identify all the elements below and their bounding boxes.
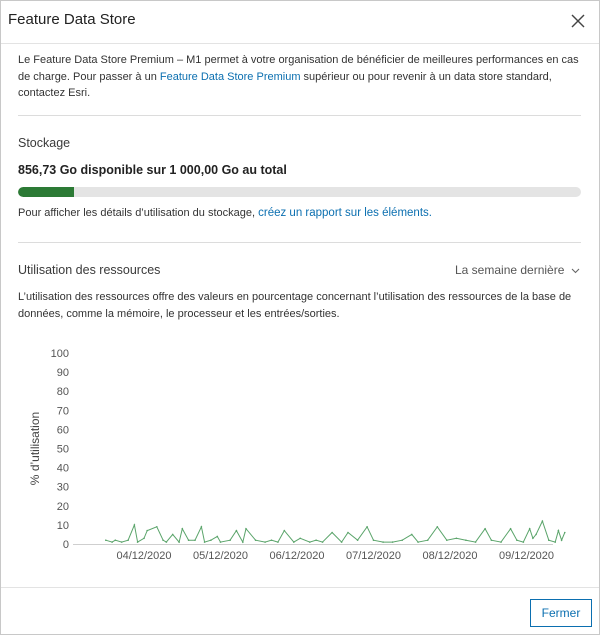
data-point <box>156 526 158 528</box>
data-point <box>309 541 311 543</box>
data-point <box>299 538 301 540</box>
data-point <box>564 532 566 534</box>
data-point <box>277 541 279 543</box>
data-point <box>217 536 219 538</box>
x-tick-label: 07/12/2020 <box>345 550 402 562</box>
usage-series-line <box>106 521 565 542</box>
y-tick-label: 0 <box>62 539 69 551</box>
divider <box>18 242 581 243</box>
x-tick-label: 09/12/2020 <box>498 550 555 562</box>
data-point <box>542 520 544 522</box>
data-point <box>105 539 107 541</box>
data-point <box>178 541 180 543</box>
data-point <box>331 532 333 534</box>
storage-note <box>18 207 432 219</box>
y-tick-label: 100 <box>50 348 69 360</box>
data-point <box>111 541 113 543</box>
dialog-title: Feature Data Store <box>8 11 136 28</box>
data-point <box>347 532 349 534</box>
intro-text-after: supérieur ou pour revenir à un data store standard, contactez Esri. <box>18 70 552 99</box>
y-tick-label: 90 <box>56 367 69 380</box>
intro-text-before: Le Feature Data Store Premium – M1 permet à votre organisation de bénéficier de meilleures performances en cas de charge. Pour passer à un <box>18 54 579 83</box>
data-point <box>437 526 439 528</box>
premium-link[interactable]: Feature Data Store Premium <box>159 70 301 83</box>
y-tick-label: 70 <box>56 405 69 418</box>
y-tick-label: 80 <box>56 386 69 399</box>
usage-description: L’utilisation des ressources offre des valeurs en pourcentage concernant l’utilisation des ressources de la base de données, comme la mémoire, le processeur et les entrées/sorties. <box>18 291 572 320</box>
x-tick-label: 05/12/2020 <box>192 550 249 562</box>
data-point <box>134 524 136 526</box>
x-tick-label: 06/12/2020 <box>269 550 325 562</box>
data-point <box>245 528 247 530</box>
y-tick-label: 60 <box>56 424 69 437</box>
data-point <box>523 541 525 543</box>
data-point <box>182 528 184 530</box>
data-point <box>194 539 196 541</box>
data-point <box>484 528 486 530</box>
data-point <box>373 539 375 541</box>
data-point <box>401 539 403 541</box>
storage-progress-fill <box>18 187 74 197</box>
data-point <box>143 538 145 540</box>
data-point <box>535 534 537 536</box>
data-point <box>121 541 123 543</box>
data-point <box>427 539 429 541</box>
data-point <box>417 541 419 543</box>
data-point <box>561 539 563 541</box>
data-point <box>166 541 168 543</box>
data-point <box>220 541 222 543</box>
data-point <box>264 541 266 543</box>
y-tick-label: 50 <box>56 443 69 456</box>
data-point <box>204 541 206 543</box>
data-point <box>446 539 448 541</box>
x-tick-label: 04/12/2020 <box>116 550 172 562</box>
storage-progress-bar <box>18 187 581 197</box>
data-point <box>357 539 359 541</box>
data-point <box>465 539 467 541</box>
y-tick-label: 40 <box>56 462 69 475</box>
time-range-dropdown[interactable] <box>455 263 580 277</box>
data-point <box>201 526 203 528</box>
data-point <box>255 539 257 541</box>
data-point <box>271 539 273 541</box>
data-point <box>554 541 556 543</box>
intro-paragraph <box>18 52 584 102</box>
data-point <box>411 534 413 536</box>
y-axis-label: % d’utilisation <box>28 411 42 486</box>
divider <box>18 115 581 116</box>
data-point <box>366 526 368 528</box>
data-point <box>532 538 534 540</box>
data-point <box>322 541 324 543</box>
storage-note-text: Pour afficher les détails d’utilisation du stockage, <box>18 207 259 219</box>
create-report-link[interactable]: créez un rapport sur les éléments. <box>258 207 432 219</box>
data-point <box>229 539 231 541</box>
data-point <box>516 539 518 541</box>
data-point <box>284 530 286 532</box>
y-tick-label: 30 <box>56 481 69 494</box>
close-button[interactable]: Fermer <box>530 599 592 627</box>
y-tick-label: 20 <box>56 500 69 513</box>
data-point <box>146 530 148 532</box>
usage-section-title: Utilisation des ressources <box>18 263 161 277</box>
storage-section-title: Stockage <box>18 136 71 150</box>
dialog-footer <box>1 587 599 635</box>
data-point <box>382 541 384 543</box>
data-point <box>172 534 174 536</box>
data-point <box>392 541 394 543</box>
data-point <box>558 530 560 532</box>
data-point <box>293 541 295 543</box>
data-point <box>315 539 317 541</box>
data-point <box>456 538 458 540</box>
data-point <box>162 539 164 541</box>
dialog-header <box>1 1 599 44</box>
data-point <box>242 541 244 543</box>
chevron-down-icon <box>571 268 580 274</box>
data-point <box>210 539 212 541</box>
data-point <box>491 539 493 541</box>
data-point <box>475 541 477 543</box>
usage-chart <box>1 336 599 571</box>
data-point <box>115 539 117 541</box>
data-point <box>510 528 512 530</box>
y-tick-label: 10 <box>56 519 69 532</box>
data-point <box>127 539 129 541</box>
data-point <box>548 539 550 541</box>
storage-amount: 856,73 Go disponible sur 1 000,00 Go au total <box>18 163 287 177</box>
close-icon[interactable] <box>567 10 589 32</box>
data-point <box>529 528 531 530</box>
x-tick-label: 08/12/2020 <box>422 550 478 562</box>
data-point <box>137 541 139 543</box>
data-point <box>188 539 190 541</box>
data-point <box>341 541 343 543</box>
data-point <box>500 541 502 543</box>
time-range-label: La semaine dernière <box>455 263 565 277</box>
data-point <box>236 530 238 532</box>
